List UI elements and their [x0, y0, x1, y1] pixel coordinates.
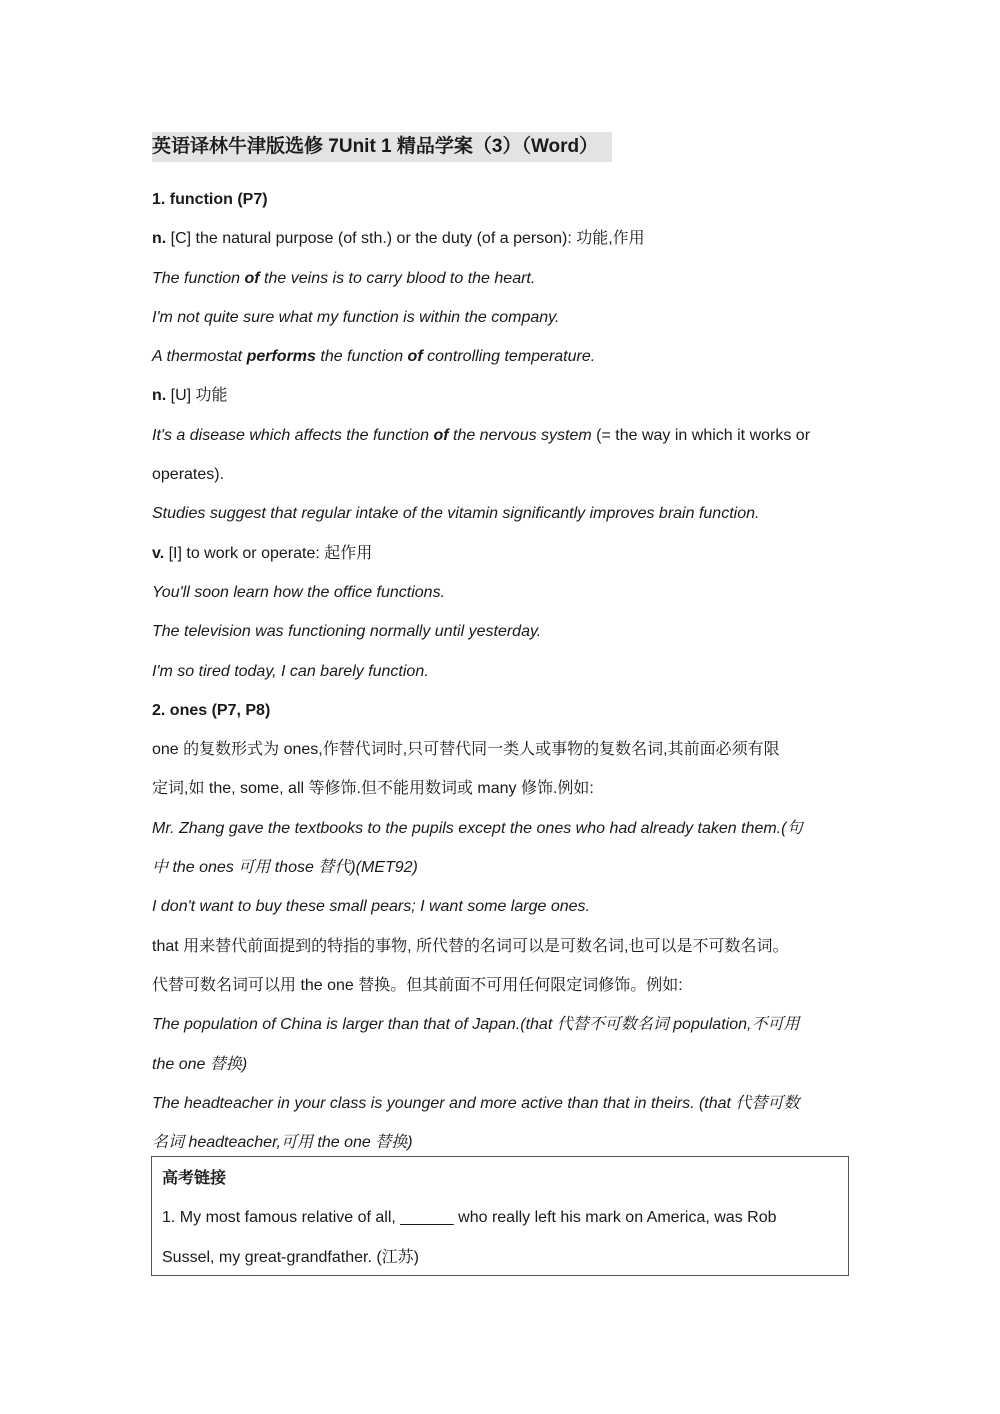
document-title: 英语译林牛津版选修 7Unit 1 精品学案（3）（Word） [152, 132, 612, 162]
definition-text: [U] 功能 [166, 387, 228, 405]
explanation-text: 代替可数名词可以用 the one 替换。但其前面不可用任何限定词修饰。例如: [152, 976, 683, 994]
definition-text: [C] the natural purpose (of sth.) or the duty (of a person): 功能,作用 [166, 230, 645, 248]
section-heading-function: 1. function (P7) [152, 191, 268, 208]
definition-n-c [152, 219, 852, 258]
example-sentence: The headteacher in your class is younger and more active than that in theirs. (that 代替可数 [152, 1094, 800, 1112]
pos-label: v. [152, 544, 165, 562]
example-sentence: I'm not quite sure what my function is within the company. [152, 308, 560, 326]
pos-label: n. [152, 230, 167, 248]
example-sentence: It's a disease which affects the function of the nervous system (= the way in which it works or [152, 426, 811, 444]
example-sentence: The population of China is larger than that of Japan.(that 代替不可数名词 population,不可用 [152, 1016, 800, 1034]
explanation-text: that 用来替代前面提到的特指的事物, 所代替的名词可以是可数名词,也可以是不可数名词。 [152, 937, 789, 955]
exercise-question: Sussel, my great-grandfather. (江苏) [162, 1248, 419, 1266]
example-sentence: 中 the ones 可用 those 替代)(MET92) [152, 859, 418, 877]
exercise-question: 1. My most famous relative of all, ______ who really left his mark on America, was Rob [162, 1209, 777, 1227]
definition-n-u [152, 376, 852, 415]
example-sentence: I'm so tired today, I can barely function. [152, 662, 429, 680]
example-sentence: You'll soon learn how the office functions. [152, 583, 446, 601]
example-sentence: the one 替换) [152, 1055, 248, 1073]
box-heading: 高考链接 [162, 1170, 227, 1187]
definition-v [152, 534, 852, 573]
example-sentence: The television was functioning normally until yesterday. [152, 623, 542, 641]
example-sentence: I don't want to buy these small pears; I want some large ones. [152, 898, 590, 916]
example-sentence: A thermostat performs the function of controlling temperature. [152, 348, 596, 366]
gaokao-link-box [151, 1156, 849, 1276]
document-page [152, 132, 852, 1162]
explanation-text: one 的复数形式为 ones,作替代词时,只可替代同一类人或事物的复数名词,其前面必须有限 [152, 741, 780, 759]
example-sentence: Studies suggest that regular intake of the vitamin significantly improves brain function. [152, 505, 760, 523]
example-sentence: The function of the veins is to carry blood to the heart. [152, 269, 536, 287]
pos-label: n. [152, 387, 167, 405]
section-heading-ones: 2. ones (P7, P8) [152, 701, 271, 719]
definition-text: [I] to work or operate: 起作用 [164, 544, 373, 562]
example-sentence: 名词 headteacher,可用 the one 替换) [152, 1134, 413, 1152]
explanation-text: 定词,如 the, some, all 等修饰.但不能用数词或 many 修饰.例如: [152, 780, 594, 798]
example-sentence: Mr. Zhang gave the textbooks to the pupils except the ones who had already taken them.(句 [152, 819, 803, 837]
example-continuation: operates). [152, 466, 225, 484]
